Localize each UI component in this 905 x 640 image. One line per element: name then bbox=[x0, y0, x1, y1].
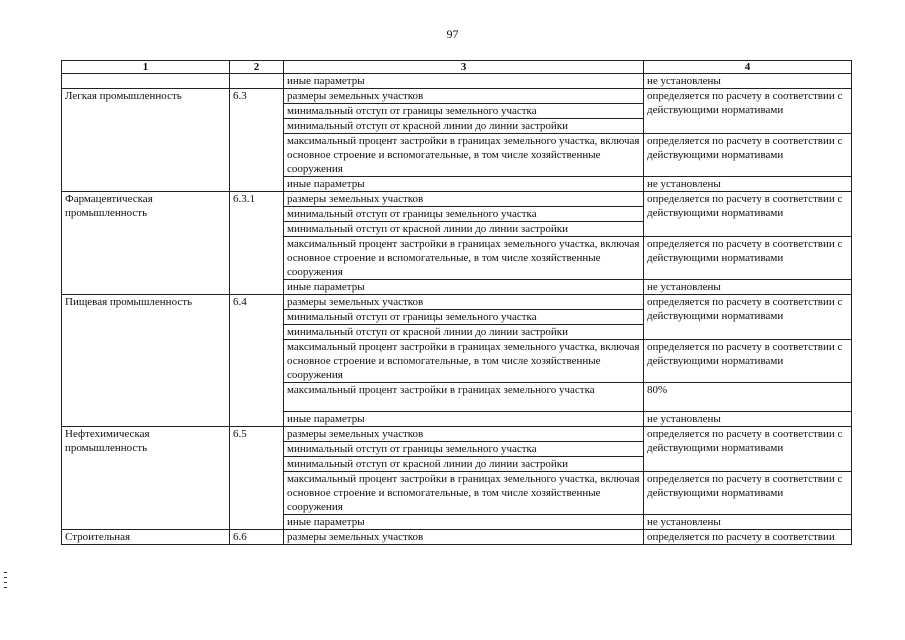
table-row bbox=[62, 427, 852, 442]
zone-code-cell: 6.3.1 bbox=[230, 192, 284, 295]
value-cell: не установлены bbox=[644, 515, 852, 530]
parameter-cell: минимальный отступ от красной линии до линии застройки bbox=[284, 457, 644, 472]
value-cell: не установлены bbox=[644, 177, 852, 192]
zone-name-cell: Фармацевтическая промышленность bbox=[62, 192, 230, 295]
land-use-regulations-table bbox=[61, 60, 852, 545]
value-cell: определяется по расчету в соответствии с действующими нормативами bbox=[644, 192, 852, 237]
parameter-cell: максимальный процент застройки в границах земельного участка bbox=[284, 383, 644, 412]
value-cell: определяется по расчету в соответствии с действующими нормативами bbox=[644, 340, 852, 383]
column-header: 1 bbox=[62, 61, 230, 74]
parameter-cell: максимальный процент застройки в границах земельного участка, включая основное строение и вспомогательные, в том числе хозяйственные сооружения bbox=[284, 472, 644, 515]
table-row bbox=[62, 530, 852, 545]
value-cell: 80% bbox=[644, 383, 852, 412]
parameter-cell: минимальный отступ от границы земельного участка bbox=[284, 104, 644, 119]
column-header: 3 bbox=[284, 61, 644, 74]
parameter-cell: иные параметры bbox=[284, 280, 644, 295]
value-cell: определяется по расчету в соответствии с действующими нормативами bbox=[644, 472, 852, 515]
parameter-cell: иные параметры bbox=[284, 412, 644, 427]
zone-name-cell: Нефтехимическая промышленность bbox=[62, 427, 230, 530]
parameter-cell: размеры земельных участков bbox=[284, 192, 644, 207]
parameter-cell: размеры земельных участков bbox=[284, 89, 644, 104]
parameter-cell: минимальный отступ от красной линии до линии застройки bbox=[284, 222, 644, 237]
value-cell: определяется по расчету в соответствии с действующими нормативами bbox=[644, 295, 852, 340]
zone-name-cell: Легкая промышленность bbox=[62, 89, 230, 192]
column-header: 4 bbox=[644, 61, 852, 74]
parameter-cell: минимальный отступ от красной линии до линии застройки bbox=[284, 325, 644, 340]
value-cell: определяется по расчету в соответствии bbox=[644, 530, 852, 545]
zone-code-cell bbox=[230, 74, 284, 89]
parameter-cell: минимальный отступ от границы земельного участка bbox=[284, 207, 644, 222]
value-cell: определяется по расчету в соответствии с действующими нормативами bbox=[644, 134, 852, 177]
value-cell: определяется по расчету в соответствии с действующими нормативами bbox=[644, 89, 852, 134]
parameter-cell: максимальный процент застройки в границах земельного участка, включая основное строение и вспомогательные, в том числе хозяйственные сооружения bbox=[284, 237, 644, 280]
zone-name-cell bbox=[62, 74, 230, 89]
parameter-cell: максимальный процент застройки в границах земельного участка, включая основное строение и вспомогательные, в том числе хозяйственные сооружения bbox=[284, 340, 644, 383]
table-row bbox=[62, 74, 852, 89]
page-number: 97 bbox=[446, 27, 459, 41]
parameter-cell: размеры земельных участков bbox=[284, 427, 644, 442]
value-cell: не установлены bbox=[644, 280, 852, 295]
parameter-cell: иные параметры bbox=[284, 177, 644, 192]
zone-name-cell: Строительная bbox=[62, 530, 230, 545]
column-header: 2 bbox=[230, 61, 284, 74]
parameter-cell: размеры земельных участков bbox=[284, 295, 644, 310]
table-row bbox=[62, 295, 852, 310]
zone-code-cell: 6.4 bbox=[230, 295, 284, 427]
margin-binding-mark bbox=[4, 572, 7, 588]
parameter-cell: минимальный отступ от границы земельного участка bbox=[284, 310, 644, 325]
zone-code-cell: 6.6 bbox=[230, 530, 284, 545]
table-row bbox=[62, 192, 852, 207]
parameter-cell: минимальный отступ от красной линии до линии застройки bbox=[284, 119, 644, 134]
zone-code-cell: 6.3 bbox=[230, 89, 284, 192]
value-cell: определяется по расчету в соответствии с действующими нормативами bbox=[644, 237, 852, 280]
zone-name-cell: Пищевая промышленность bbox=[62, 295, 230, 427]
parameter-cell: размеры земельных участков bbox=[284, 530, 644, 545]
value-cell: не установлены bbox=[644, 412, 852, 427]
zone-code-cell: 6.5 bbox=[230, 427, 284, 530]
parameter-cell: иные параметры bbox=[284, 74, 644, 89]
table-header-row bbox=[62, 61, 852, 74]
parameter-cell: иные параметры bbox=[284, 515, 644, 530]
parameter-cell: минимальный отступ от границы земельного участка bbox=[284, 442, 644, 457]
table-row bbox=[62, 89, 852, 104]
value-cell: определяется по расчету в соответствии с действующими нормативами bbox=[644, 427, 852, 472]
value-cell: не установлены bbox=[644, 74, 852, 89]
parameter-cell: максимальный процент застройки в границах земельного участка, включая основное строение и вспомогательные, в том числе хозяйственные сооружения bbox=[284, 134, 644, 177]
